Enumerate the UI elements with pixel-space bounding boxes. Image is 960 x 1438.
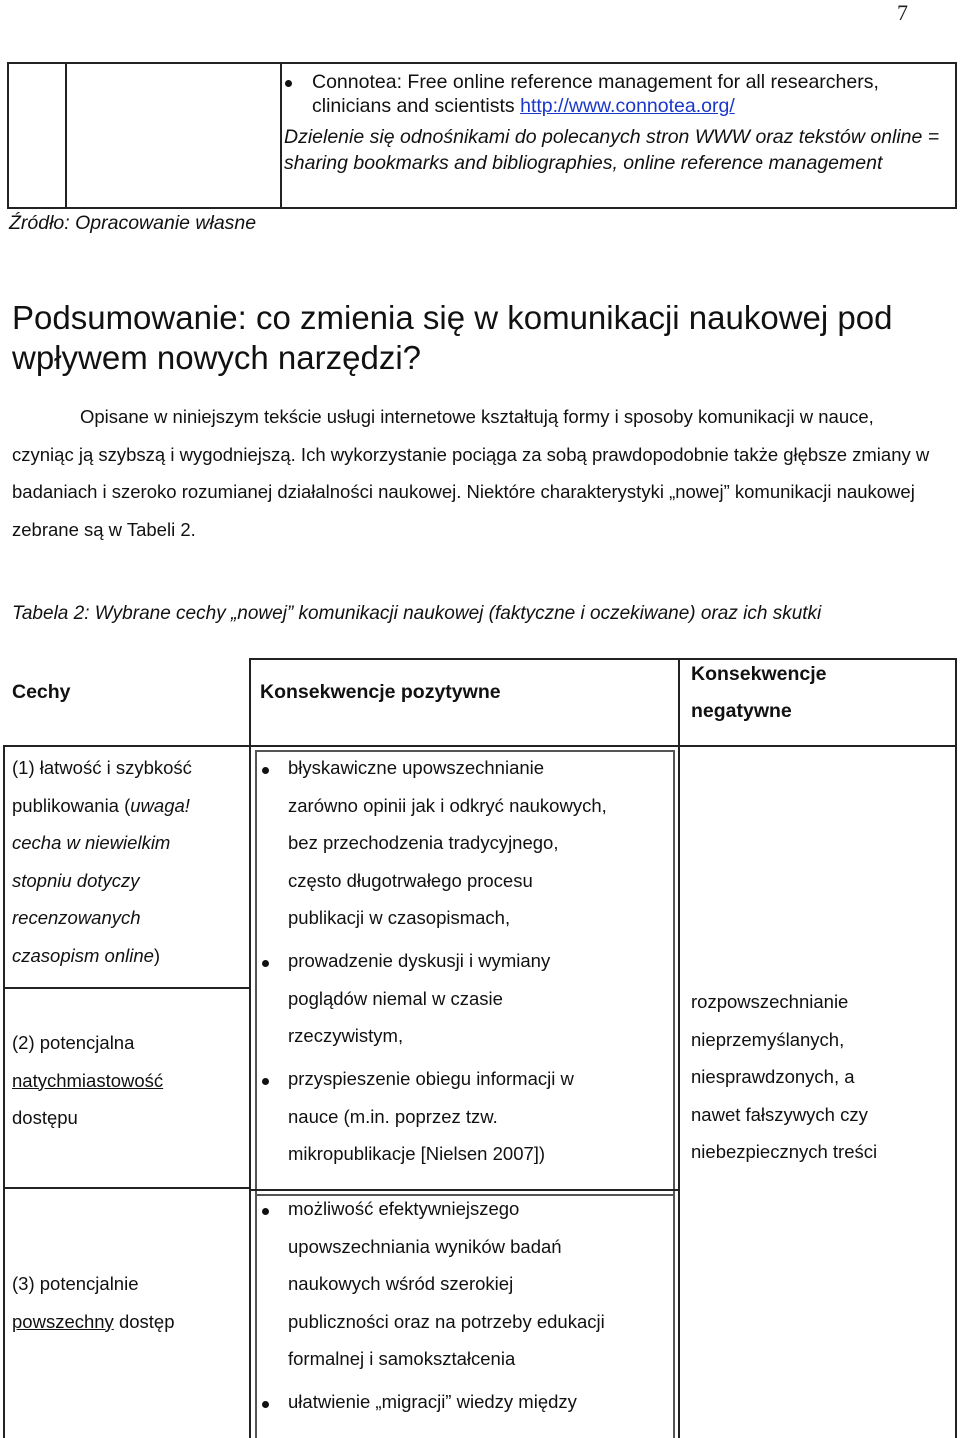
bullet-icon [285,80,292,87]
header-negative-line1: Konsekwencje [691,663,827,685]
source-note: Źródło: Opracowanie własne [9,212,257,234]
positive-item-3: przyspieszenie obiegu informacji w nauce (m.in. poprzez tzw. mikropublikacje [Nielsen 2007]) [288,1068,574,1164]
page-number: 7 [897,0,908,25]
bullet-icon [262,1208,269,1215]
feature-3-line: powszechny dostęp [12,1310,175,1332]
feature-2-line: (2) potencjalna [12,1032,135,1053]
feature-2-line: dostępu [12,1107,78,1128]
top-table-bullet [312,70,952,118]
top-table-cell-1 [9,64,67,207]
header-negative-line2: negatywne [691,700,792,722]
feature-1-line: cecha w niewielkim [12,832,171,853]
top-table-italic-text: Dzielenie się odnośnikami do polecanych stron WWW oraz tekstów online = sharing bookmarks and bibliographies, online reference management [284,126,940,174]
feature-1-line: czasopism online) [12,944,161,966]
positive-item-5: ułatwienie „migracji” wiedzy między [288,1391,577,1412]
bullet-icon [262,767,269,774]
feature-2-line: natychmiastowość [12,1069,164,1091]
paragraph-text: Opisane w niniejszym tekście usługi internetowe kształtują formy i sposoby komunikacji w nauce, czyniąc ją szybszą i wygodniejszą. Ich wykorzystanie pociąga za sobą prawdopodobnie także głębsze zmiany w badaniach i szeroko rozumianej działalności naukowej. Niektóre charakterystyki „nowej” komunikacji naukowej zebrane są w Tabeli 2. [12,406,930,540]
positive-item-4: możliwość efektywniejszego upowszechniania wyników badań naukowych wśród szerokiej publiczności oraz na potrzeby edukacji formalnej i samokształcenia [288,1198,605,1369]
body-paragraph [12,398,932,548]
bullet-icon [262,1078,269,1085]
feature-1-line: publikowania (uwaga! [12,794,190,816]
connotea-description: Connotea: Free online reference management for all researchers, clinicians and scientists [312,71,879,117]
bullet-icon [262,960,269,967]
positive-item-1: błyskawiczne upowszechnianie zarówno opinii jak i odkryć naukowych, bez przechodzenia tradycyjnego, często długotrwałego procesu publikacji w czasopismach, [288,757,607,928]
connotea-link[interactable]: http://www.connotea.org/ [520,95,735,117]
positive-item-2: prowadzenie dyskusji i wymiany poglądów niemal w czasie rzeczywistym, [288,950,551,1046]
top-table-cell-2 [67,64,282,207]
header-positive: Konsekwencje pozytywne [260,681,501,703]
table-caption: Tabela 2: Wybrane cechy „nowej” komunikacji naukowej (faktyczne i oczekiwane) oraz ich skutki [12,603,822,624]
feature-2 [12,1024,247,1137]
section-heading: Podsumowanie: co zmienia się w komunikacji naukowej pod wpływem nowych narzędzi? [12,299,893,376]
feature-1-line: recenzowanych [12,907,141,928]
feature-3 [12,1265,247,1340]
negative-consequences: rozpowszechnianie nieprzemyślanych, niesprawdzonych, a nawet fałszywych czy niebezpiecznych treści [691,991,878,1162]
feature-3-line: (3) potencjalnie [12,1273,139,1294]
feature-1-line: (1) łatwość i szybkość [12,757,192,778]
bullet-icon [262,1401,269,1408]
feature-1-line: stopniu dotyczy [12,869,140,891]
feature-1 [12,749,247,974]
header-cechy: Cechy [12,681,71,703]
